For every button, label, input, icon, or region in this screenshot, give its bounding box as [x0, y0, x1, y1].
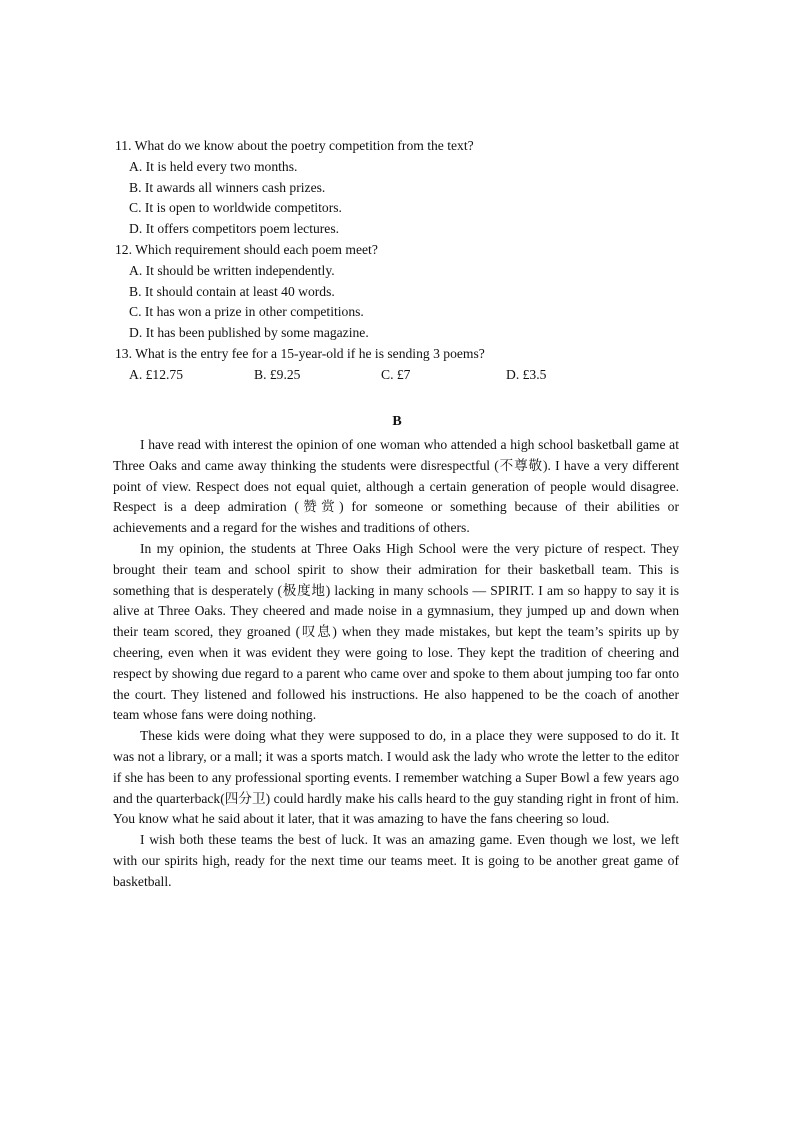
answer-option: C. It is open to worldwide competitors. — [129, 200, 342, 216]
answer-option: D. It has been published by some magazine. — [129, 325, 369, 341]
reading-passage — [113, 435, 679, 893]
passage-paragraph: In my opinion, the students at Three Oaks High School were the very picture of respect. They brought their team and school spirit to show their admiration for their basketball team. This is something that is desperately (极度地) lacking in many schools — SPIRIT. I am so happy to say it is alive at Three Oaks. They cheered and made noise in a gymnasium, they jumped up and down when their team scored, they groaned (叹息) when they made mistakes, but kept the team’s spirits up by cheering, even when it was evident they were going to lose. They kept the tradition of cheering and respect by showing due regard to a parent who came over and spoke to them about jumping too far onto the court. They listened and followed his instructions. He also happened to be the coach of another team whose fans were doing nothing. — [113, 540, 679, 723]
answer-option: A. It is held every two months. — [129, 158, 298, 174]
question-stem: 12. Which requirement should each poem meet? — [115, 241, 378, 257]
answer-option: D. £3.5 — [506, 366, 547, 382]
question-list — [115, 136, 685, 386]
answer-option: C. £7 — [381, 366, 411, 382]
answer-option: B. £9.25 — [254, 366, 301, 382]
answer-options-row — [115, 365, 685, 386]
answer-option: B. It should contain at least 40 words. — [129, 283, 335, 299]
question-stem: 11. What do we know about the poetry competition from the text? — [115, 138, 474, 153]
answer-option: C. It has won a prize in other competitions. — [129, 304, 364, 320]
question-stem: 13. What is the entry fee for a 15-year-old if he is sending 3 poems? — [115, 345, 485, 361]
answer-option: A. It should be written independently. — [129, 262, 335, 278]
passage-paragraph: I have read with interest the opinion of one woman who attended a high school basketball game at Three Oaks and came away thinking the students were disrespectful (不尊敬). I have a very different point of view. Respect does not equal quiet, although a certain generation of people would disagree. Respect is a deep admiration (赞赏) for someone or something because of their abilities or achievements and a regard for the wishes and traditions of others. — [113, 437, 679, 536]
section-heading: B — [392, 414, 402, 429]
passage-paragraph: These kids were doing what they were supposed to do, in a place they were supposed to do it. It was not a library, or a mall; it was a sports match. I would ask the lady who wrote the letter to the editor if she has been to any professional sporting events. I remember watching a Super Bowl a few years ago and the quarterback(四分卫) could hardly make his calls heard to the guy standing right in front of him. You know what he said about it later, that it was amazing to have the fans cheering so loud. — [113, 728, 679, 827]
answer-option: D. It offers competitors poem lectures. — [129, 221, 340, 237]
answer-option: B. It awards all winners cash prizes. — [129, 179, 326, 195]
answer-option: A. £12.75 — [129, 366, 183, 382]
passage-paragraph: I wish both these teams the best of luck. It was an amazing game. Even though we lost, we left with our spirits high, ready for the next time our teams meet. It is going to be another great game of basketball. — [113, 832, 679, 889]
